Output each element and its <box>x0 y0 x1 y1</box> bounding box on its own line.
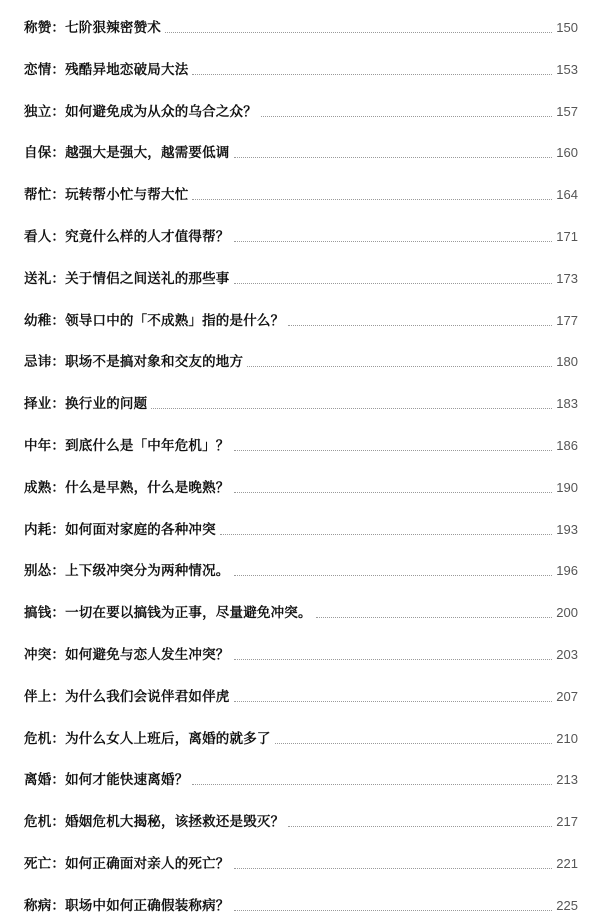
toc-entry[interactable] <box>24 832 578 874</box>
toc-entry-page: 186 <box>556 437 578 453</box>
toc-entry-title: 别怂：上下级冲突分为两种情况。 <box>24 563 230 580</box>
dot-leader <box>316 616 553 618</box>
toc-entry-title: 恋情：残酷异地恋破局大法 <box>24 61 189 78</box>
toc-entry-title: 送礼：关于情侣之间送礼的那些事 <box>24 270 230 287</box>
toc-entry-page: 157 <box>556 103 578 119</box>
dot-leader <box>288 324 552 326</box>
toc-entry[interactable] <box>24 4 578 38</box>
toc-entry[interactable] <box>24 414 578 456</box>
dot-leader <box>234 449 553 451</box>
toc-entry-title: 内耗：如何面对家庭的各种冲突 <box>24 521 216 538</box>
toc-entry-title: 危机：为什么女人上班后，离婚的就多了 <box>24 730 271 747</box>
dot-leader <box>275 742 553 744</box>
toc-entry[interactable] <box>24 874 578 916</box>
toc-entry[interactable] <box>24 289 578 331</box>
toc-entry[interactable] <box>24 749 578 791</box>
toc-entry-title: 死亡：如何正确面对亲人的死亡？ <box>24 855 230 872</box>
dot-leader <box>192 783 552 785</box>
toc-entry[interactable] <box>24 707 578 749</box>
toc-entry-page: 160 <box>556 145 578 161</box>
toc-entry-page: 153 <box>556 61 578 77</box>
toc-entry[interactable] <box>24 456 578 498</box>
dot-leader <box>151 407 552 409</box>
toc-entry-title: 择业：换行业的问题 <box>24 396 148 413</box>
toc-entry-page: 213 <box>556 772 578 788</box>
toc-entry[interactable] <box>24 498 578 540</box>
dot-leader <box>261 115 552 117</box>
toc-entry[interactable] <box>24 80 578 122</box>
dot-leader <box>234 909 553 911</box>
toc-entry[interactable] <box>24 540 578 582</box>
toc-entry-page: 190 <box>556 479 578 495</box>
toc-entry-page: 210 <box>556 730 578 746</box>
dot-leader <box>192 198 552 200</box>
dot-leader <box>234 867 553 869</box>
toc-entry-title: 伴上：为什么我们会说伴君如伴虎 <box>24 688 230 705</box>
dot-leader <box>234 240 553 242</box>
dot-leader <box>234 700 553 702</box>
toc-entry-title: 称病：职场中如何正确假装称病？ <box>24 897 230 914</box>
toc-entry-page: 217 <box>556 814 578 830</box>
toc-entry[interactable] <box>24 331 578 373</box>
toc-entry-title: 幼稚：领导口中的「不成熟」指的是什么？ <box>24 312 285 329</box>
toc-entry[interactable] <box>24 790 578 832</box>
toc-entry[interactable] <box>24 623 578 665</box>
dot-leader <box>234 574 553 576</box>
toc-entry-page: 164 <box>556 187 578 203</box>
toc-entry[interactable] <box>24 372 578 414</box>
toc-entry-page: 180 <box>556 354 578 370</box>
toc-entry-page: 177 <box>556 312 578 328</box>
toc-entry-title: 看人：究竟什么样的人才值得帮？ <box>24 228 230 245</box>
toc-entry-title: 中年：到底什么是「中年危机」？ <box>24 437 230 454</box>
toc-entry[interactable] <box>24 163 578 205</box>
toc-entry[interactable] <box>24 38 578 80</box>
dot-leader <box>192 73 552 75</box>
dot-leader <box>234 658 553 660</box>
toc-entry-title: 帮忙：玩转帮小忙与帮大忙 <box>24 187 189 204</box>
table-of-contents <box>24 4 578 916</box>
toc-entry-page: 196 <box>556 563 578 579</box>
dot-leader <box>220 533 552 535</box>
toc-entry[interactable] <box>24 247 578 289</box>
toc-entry[interactable] <box>24 581 578 623</box>
toc-entry-page: 225 <box>556 897 578 913</box>
toc-entry-title: 成熟：什么是早熟，什么是晚熟？ <box>24 479 230 496</box>
dot-leader <box>234 282 553 284</box>
toc-entry-page: 207 <box>556 688 578 704</box>
dot-leader <box>165 31 552 33</box>
dot-leader <box>247 365 552 367</box>
toc-entry-title: 冲突：如何避免与恋人发生冲突？ <box>24 646 230 663</box>
toc-entry-page: 183 <box>556 396 578 412</box>
dot-leader <box>234 156 553 158</box>
toc-entry-title: 自保：越强大是强大，越需要低调 <box>24 145 230 162</box>
toc-entry-page: 171 <box>556 228 578 244</box>
toc-entry[interactable] <box>24 205 578 247</box>
toc-entry-page: 221 <box>556 855 578 871</box>
toc-entry-page: 193 <box>556 521 578 537</box>
toc-entry-page: 173 <box>556 270 578 286</box>
toc-entry-title: 称赞：七阶狠辣密赞术 <box>24 20 161 36</box>
toc-entry-title: 独立：如何避免成为从众的乌合之众？ <box>24 103 257 120</box>
toc-entry-page: 200 <box>556 605 578 621</box>
dot-leader <box>288 825 552 827</box>
toc-entry-page: 203 <box>556 646 578 662</box>
toc-entry[interactable] <box>24 122 578 164</box>
toc-entry-title: 忌讳：职场不是搞对象和交友的地方 <box>24 354 244 371</box>
toc-entry[interactable] <box>24 665 578 707</box>
dot-leader <box>234 491 553 493</box>
toc-entry-title: 离婚：如何才能快速离婚？ <box>24 772 189 789</box>
toc-entry-title: 危机：婚姻危机大揭秘，该拯救还是毁灭？ <box>24 814 285 831</box>
toc-entry-page: 150 <box>556 20 578 35</box>
toc-entry-title: 搞钱：一切在要以搞钱为正事，尽量避免冲突。 <box>24 605 312 622</box>
